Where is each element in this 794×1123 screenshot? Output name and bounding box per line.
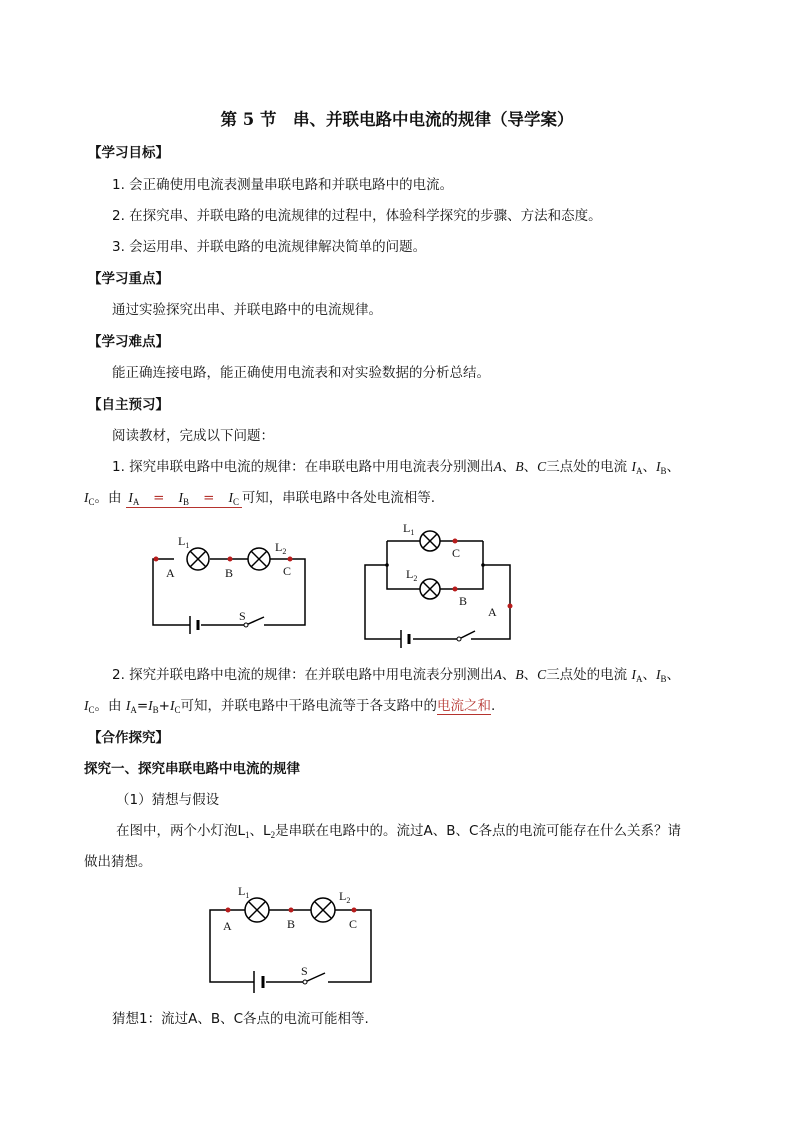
label-l1: $L_1$ xyxy=(178,534,190,550)
cooperation-heading: 【合作探究】 xyxy=(88,730,169,746)
label-l2: $L_2$ xyxy=(406,567,418,583)
q2-line2: $I_C$。由 $I_A=I_B+I_C$可知，并联电路中干路电流等于各支路中的电流之和. xyxy=(84,698,496,715)
label-l2: $L_2$ xyxy=(339,889,351,905)
label-c: C xyxy=(283,564,292,578)
guess1: 猜想1：流过A、B、C各点的电流可能相等. xyxy=(112,1011,369,1027)
point-b-dot xyxy=(289,908,294,913)
point-a-dot xyxy=(508,604,513,609)
point-b-dot xyxy=(228,557,233,562)
label-b: B xyxy=(459,594,468,608)
goal-item: 2. 在探究串、并联电路的电流规律的过程中，体验科学探究的步骤、方法和态度。 xyxy=(112,208,602,224)
series-circuit-diagram xyxy=(130,528,330,638)
point-c-dot xyxy=(453,539,458,544)
label-l1: $L_1$ xyxy=(238,884,250,900)
preview-intro: 阅读教材，完成以下问题： xyxy=(112,428,274,444)
difficulties-text: 能正确连接电路，能正确使用电流表和对实验数据的分析总结。 xyxy=(112,365,490,381)
label-l1: $L_1$ xyxy=(403,521,415,537)
goal-item: 1. 会正确使用电流表测量串联电路和并联电路中的电流。 xyxy=(112,177,454,193)
q1-answer-eq1: = xyxy=(142,489,176,508)
point-a-dot xyxy=(154,557,159,562)
q1-line2: $I_C$。由 $I_A = I_B = I_C$ 可知，串联电路中各处电流相等. xyxy=(84,490,436,507)
parallel-circuit-diagram xyxy=(355,518,525,648)
goal-item: 3. 会运用串、并联电路的电流规律解决简单的问题。 xyxy=(112,239,427,255)
q2-answer: 电流之和 xyxy=(436,698,491,714)
goals-heading: 【学习目标】 xyxy=(88,145,169,161)
q2-line1: 2. 探究并联电路中电流的规律：在并联电路中用电流表分别测出A、B、C三点处的电流 $I_A$、$I_B$、 xyxy=(112,667,680,684)
q1-answer-eq2: = xyxy=(192,489,226,508)
inquiry-paragraph-line2: 做出猜想。 xyxy=(84,854,152,870)
label-s: S xyxy=(301,964,308,978)
label-b: B xyxy=(225,566,234,580)
step1-label: （1）猜想与假设 xyxy=(116,792,220,808)
series-circuit-diagram-2 xyxy=(192,878,392,1003)
label-b: B xyxy=(287,917,296,931)
label-c: C xyxy=(349,917,358,931)
label-c: C xyxy=(452,546,461,560)
key-points-heading: 【学习重点】 xyxy=(88,271,169,287)
q1-line1: 1. 探究串联电路中电流的规律：在串联电路中用电流表分别测出A、B、C三点处的电流 $I_A$、$I_B$、 xyxy=(112,459,680,476)
preview-heading: 【自主预习】 xyxy=(88,397,169,413)
difficulties-heading: 【学习难点】 xyxy=(88,334,169,350)
point-c-dot xyxy=(352,908,357,913)
point-c-dot xyxy=(288,557,293,562)
key-points-text: 通过实验探究出串、并联电路中的电流规律。 xyxy=(112,302,382,318)
inquiry1-title: 探究一、探究串联电路中电流的规律 xyxy=(84,761,300,777)
point-a-dot xyxy=(226,908,231,913)
inquiry-paragraph-line1: 在图中，两个小灯泡$L_1$、$L_2$是串联在电路中的。流过A、B、C各点的电流可能存在什么关系？请 xyxy=(116,823,681,840)
label-a: A xyxy=(166,566,175,580)
page-title: 第 5 节 串、并联电路中电流的规律（导学案） xyxy=(220,110,574,129)
point-b-dot xyxy=(453,587,458,592)
label-s: S xyxy=(239,609,246,623)
label-a: A xyxy=(488,605,497,619)
label-a: A xyxy=(223,919,232,933)
label-l2: $L_2$ xyxy=(275,540,287,556)
